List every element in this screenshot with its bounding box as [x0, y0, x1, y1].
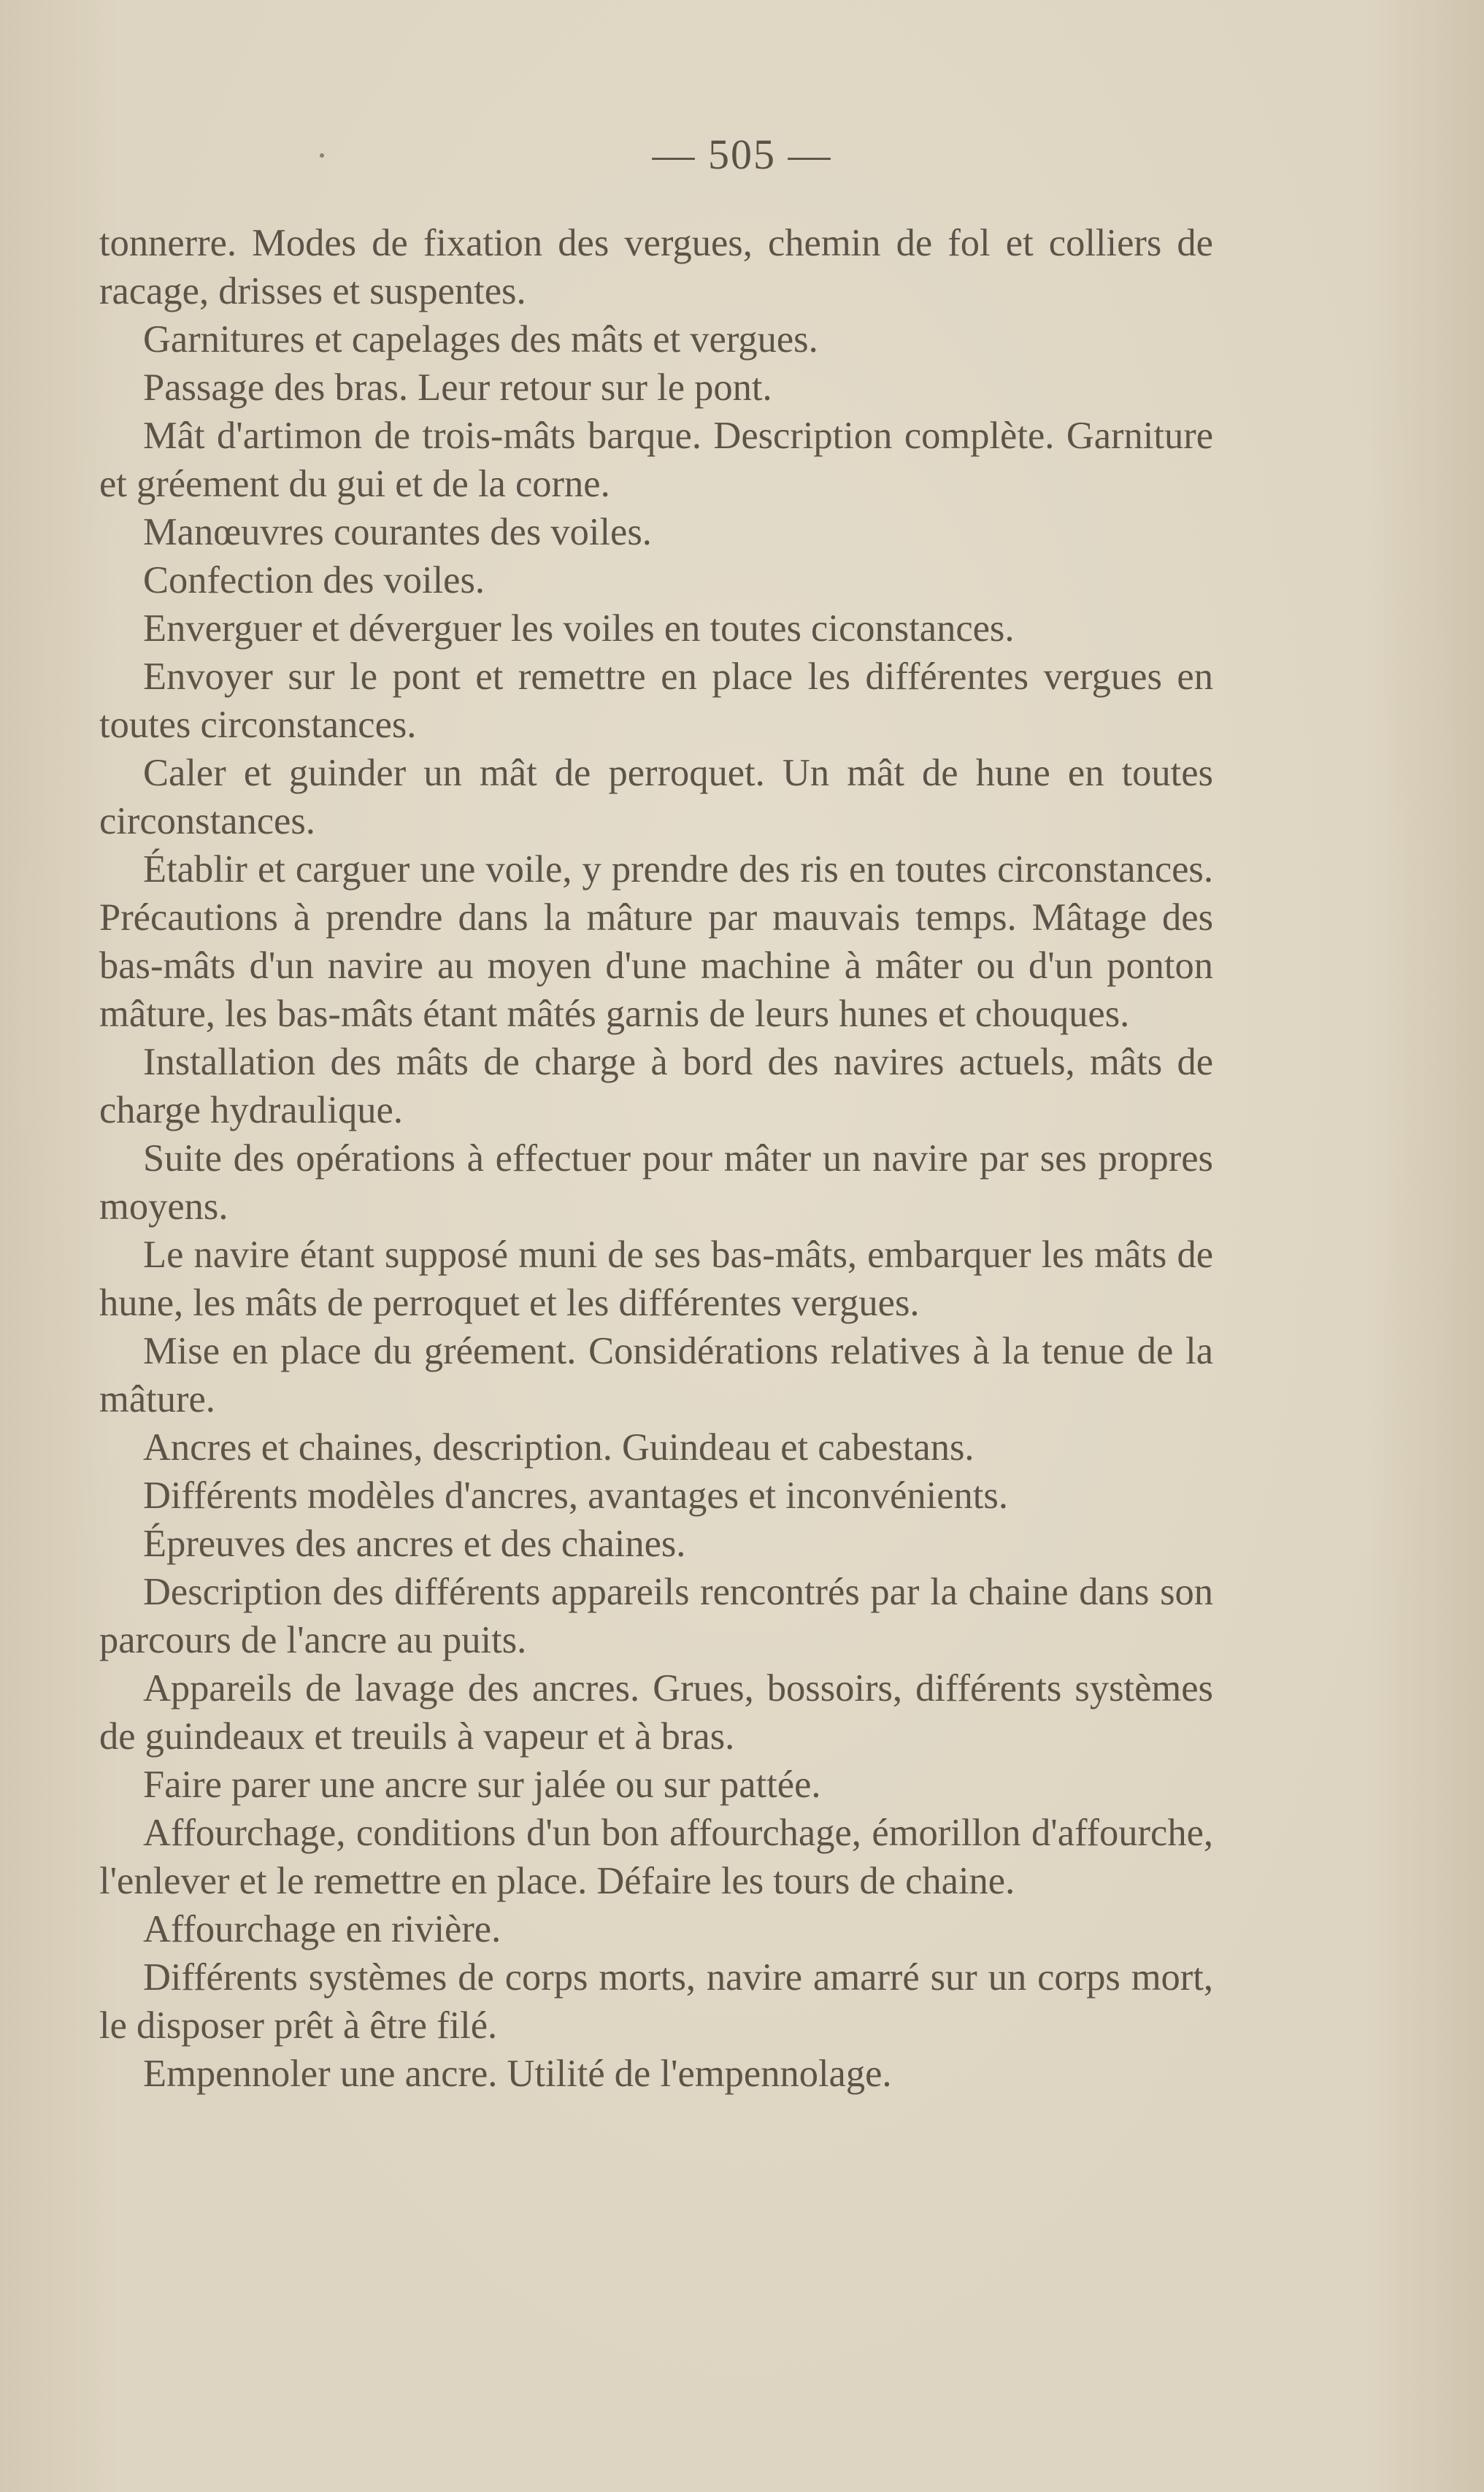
- paragraph: tonnerre. Modes de fixation des vergues, chemin de fol et colliers de racage, drisses et suspentes.: [99, 222, 1213, 312]
- paragraph: Envoyer sur le pont et remettre en place les différentes vergues en toutes circonstances.: [99, 655, 1213, 746]
- paragraph: Le navire étant supposé muni de ses bas-mâts, embarquer les mâts de hune, les mâts de perroquet et les différentes vergues.: [99, 1234, 1213, 1324]
- page-body-text: [99, 219, 1213, 2098]
- paragraph: Ancres et chaines, description. Guindeau et cabestans.: [143, 1426, 974, 1469]
- paragraph: Garnitures et capelages des mâts et vergues.: [143, 318, 818, 361]
- paragraph: Différents systèmes de corps morts, navire amarré sur un corps mort, le disposer prêt à être filé.: [99, 1956, 1213, 2047]
- paragraph: Affourchage en rivière.: [143, 1908, 501, 1950]
- paragraph: Caler et guinder un mât de perroquet. Un mât de hune en toutes circonstances.: [99, 752, 1213, 842]
- paragraph: Établir et carguer une voile, y prendre des ris en toutes circonstances. Précautions à prendre dans la mâture par mauvais temps. Mâtage des bas-mâts d'un navire au moyen d'une machine à mâter ou d'un ponton mâture, les bas-mâts étant mâtés garnis de leurs hunes et chouques.: [99, 848, 1213, 1035]
- paragraph: Passage des bras. Leur retour sur le pont.: [143, 366, 772, 409]
- paragraph: Description des différents appareils rencontrés par la chaine dans son parcours de l'ancre au puits.: [99, 1571, 1213, 1661]
- paragraph: Appareils de lavage des ancres. Grues, bossoirs, différents systèmes de guindeaux et treuils à vapeur et à bras.: [99, 1667, 1213, 1758]
- paragraph: Différents modèles d'ancres, avantages et inconvénients.: [143, 1474, 1008, 1517]
- paragraph: Mise en place du gréement. Considérations relatives à la tenue de la mâture.: [99, 1330, 1213, 1420]
- paragraph: Enverguer et déverguer les voiles en toutes ciconstances.: [143, 607, 1015, 650]
- paragraph: Mât d'artimon de trois-mâts barque. Description complète. Garniture et gréement du gui et de la corne.: [99, 415, 1213, 505]
- paragraph: Empennoler une ancre. Utilité de l'empennolage.: [143, 2053, 892, 2095]
- paragraph: Faire parer une ancre sur jalée ou sur pattée.: [143, 1764, 821, 1806]
- paragraph: Affourchage, conditions d'un bon affourchage, émorillon d'affourche, l'enlever et le remettre en place. Défaire les tours de chaine.: [99, 1812, 1213, 1902]
- paragraph: Manœuvres courantes des voiles.: [143, 511, 652, 553]
- page-number: — 505 —: [652, 131, 832, 178]
- paragraph: Épreuves des ancres et des chaines.: [143, 1523, 686, 1565]
- paragraph: Confection des voiles.: [143, 559, 485, 601]
- paragraph: Installation des mâts de charge à bord des navires actuels, mâts de charge hydraulique.: [99, 1041, 1213, 1131]
- paragraph: Suite des opérations à effectuer pour mâter un navire par ses propres moyens.: [99, 1137, 1213, 1228]
